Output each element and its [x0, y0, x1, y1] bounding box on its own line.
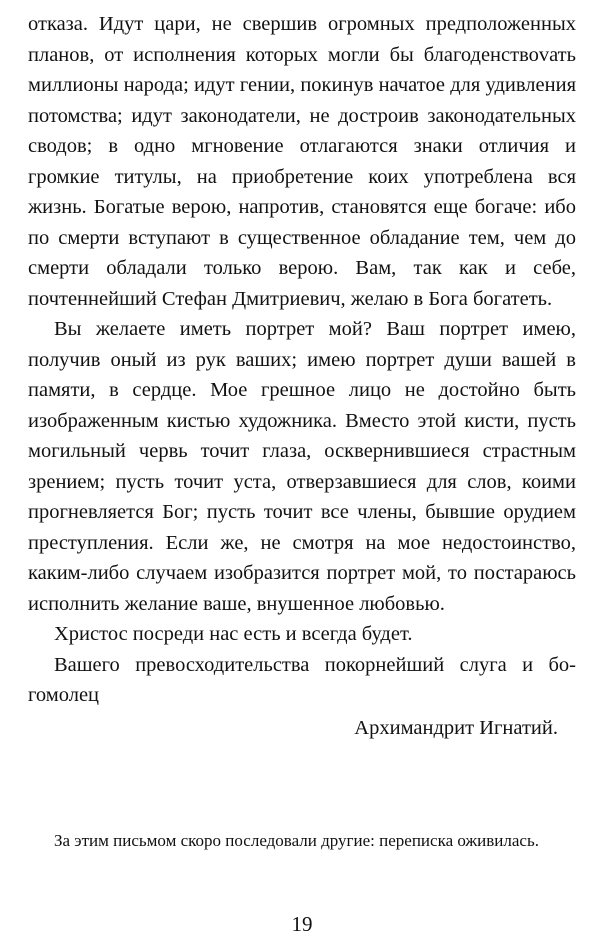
narrative-paragraph: За этим письмом скоро последовали другие: переписка оживилась. — [54, 831, 539, 850]
letter-closing-blessing: Христос посреди нас есть и всегда будет. — [54, 623, 413, 645]
letter-body — [28, 9, 576, 743]
page-number: 19 — [291, 912, 313, 936]
letter-signature: Архимандрит Игнатий. — [354, 716, 558, 739]
letter-closing-salutation: Вашего превосходительства покорнейший слуга и богомолец — [28, 653, 576, 706]
letter-paragraph-2: Вы желаете иметь портрет мой? Ваш портрет имею, получив оный из рук ваших; имею портрет души вашей в памяти, в сердце. Мое грешное лицо не достойно быть изображенным кистью художника. Вместо этой кисти, пусть могильный червь точит глаза, осквернившиеся страстным зрением; пусть точит уста, отверзавшиеся для слов, коими прогневляется Бог; пусть точит все члены, бывшие орудием преступления. Если же, не смотря на мое недостоинство, каким-либо случаем изобразится портрет мой, то постараюсь исполнить желание ваше, внушенное любовью. — [28, 318, 576, 615]
narrative-text — [28, 827, 576, 854]
letter-paragraph-1: отказа. Идут цари, не свершив огромных предположенных планов, от исполнения которых могли бы благоденствоvать миллионы народа; идут гении, покинув начатое для удивления потомства; идут законодатели, не достроив законодательных сводов; в одно мгновение отлагаются знаки отличия и громкие титулы, на приобретение коих употреблена вся жизнь. Богатые верою, напротив, становятся еще богаче: ибо по смерти вступают в существенное обладание тем, чем до смерти обладали только верою. Вам, так как и себе, почтеннейший Стефан Дмитриевич, желаю в Бога богатеть. — [28, 13, 576, 310]
book-page — [28, 9, 576, 939]
